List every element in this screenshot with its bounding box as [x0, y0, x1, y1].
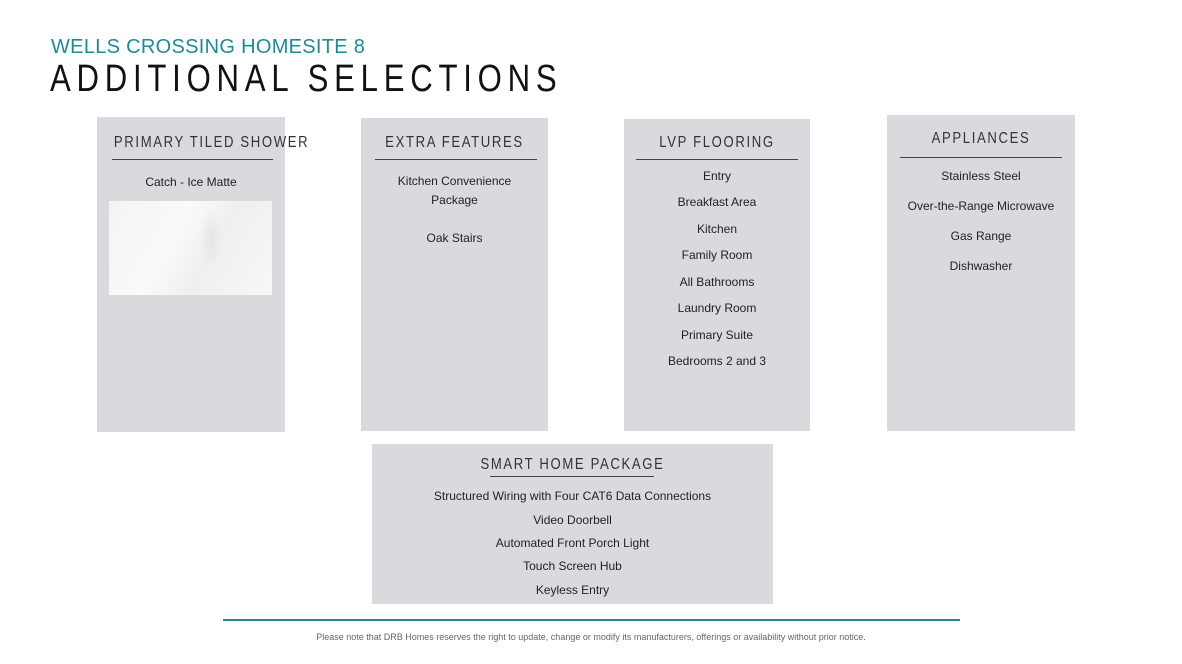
list-item: Catch - Ice Matte [145, 175, 237, 189]
card-heading: PRIMARY TILED SHOWER [113, 134, 310, 151]
list-item: Stainless Steel [941, 169, 1021, 183]
list-item: Family Room [681, 248, 753, 262]
community-subtitle: WELLS CROSSING HOMESITE 8 [51, 36, 366, 58]
card-extra-features [361, 118, 548, 431]
heading-divider [636, 159, 798, 160]
card-heading: EXTRA FEATURES [385, 134, 524, 151]
list-item: Package [431, 193, 478, 207]
list-item: Laundry Room [677, 301, 757, 315]
card-primary-tiled-shower [97, 117, 310, 432]
list-item: Touch Screen Hub [523, 559, 622, 573]
list-item: Over-the-Range Microwave [907, 199, 1055, 213]
footer-divider [223, 619, 960, 621]
list-item: Gas Range [950, 229, 1012, 243]
list-item: Keyless Entry [535, 583, 610, 597]
list-item: Dishwasher [949, 259, 1013, 273]
heading-divider [375, 159, 537, 160]
list-item: Structured Wiring with Four CAT6 Data Connections [433, 489, 712, 503]
list-item: Video Doorbell [533, 513, 612, 527]
heading-divider [900, 157, 1062, 158]
list-item: Entry [702, 169, 731, 183]
page-title: ADDITIONAL SELECTIONS [50, 58, 563, 100]
heading-divider [112, 159, 273, 160]
tile-photo-shading [199, 209, 223, 269]
card-appliances [887, 115, 1075, 431]
list-item: Primary Suite [680, 328, 754, 342]
list-item: Kitchen [696, 222, 738, 236]
disclaimer-text: Please note that DRB Homes reserves the right to update, change or modify its manufacturers, offerings or availability without prior notice. [316, 632, 866, 642]
list-item: Kitchen Convenience [397, 174, 512, 188]
list-item: All Bathrooms [679, 275, 755, 289]
list-item: Bedrooms 2 and 3 [667, 354, 767, 368]
tile-photo [109, 201, 272, 295]
card-heading: APPLIANCES [931, 130, 1031, 147]
list-item: Oak Stairs [426, 231, 483, 245]
list-item: Breakfast Area [677, 195, 757, 209]
card-smart-home-package [372, 444, 773, 604]
card-lvp-flooring [624, 119, 810, 431]
card-heading: SMART HOME PACKAGE [480, 456, 665, 473]
list-item: Automated Front Porch Light [495, 536, 650, 550]
card-heading: LVP FLOORING [659, 134, 775, 151]
heading-divider [490, 476, 654, 477]
